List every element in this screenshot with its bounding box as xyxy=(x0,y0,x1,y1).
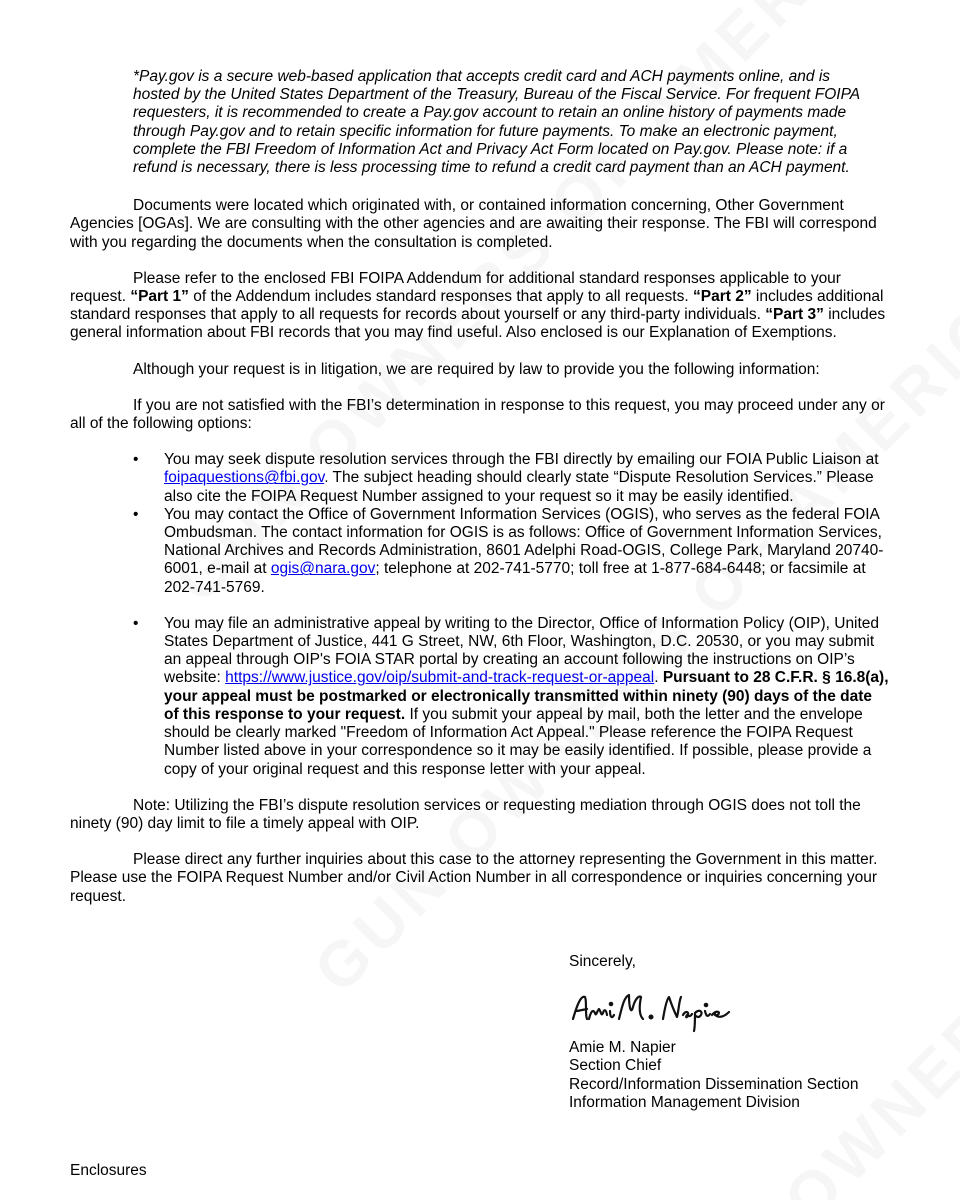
oip-website-link[interactable]: https://www.justice.gov/oip/submit-and-track-request-or-appeal xyxy=(225,669,655,687)
paygov-note: *Pay.gov is a secure web-based application that accepts credit card and ACH payments online, and is hosted by the United States Department of the Treasury, Bureau of the Fiscal Service. For frequent FOIPA requesters, it is recommended to create a Pay.gov account to retain an online history of payments made through Pay.gov and to retain specific information for future payments. To make an electronic payment, complete the FBI Freedom of Information Act and Privacy Act Form located on Pay.gov. Please note: if a refund is necessary, there is less processing time to refund a credit card payment than an ACH payment. xyxy=(133,68,860,177)
options-intro-paragraph: If you are not satisfied with the FBI’s determination in response to this request, you may proceed under any or all of the following options: xyxy=(70,396,885,433)
signer-title: Section Chief xyxy=(569,1057,662,1075)
addendum-paragraph xyxy=(70,270,890,343)
list-item xyxy=(70,506,890,597)
salutation: Sincerely, xyxy=(569,953,636,970)
addendum-text: of the Addendum includes standard responses that apply to all requests. xyxy=(188,288,693,306)
part2-label: “Part 2” xyxy=(692,288,752,306)
addendum-text: includes additional standard responses that apply to all requests for records about yourself or any third-party individuals. xyxy=(70,288,884,324)
option1-text: . The subject heading should clearly state “Dispute Resolution Services.” Please also cite the FOIPA Request Number assigned to your request so it may be easily identified. xyxy=(164,469,874,505)
enclosures-label: Enclosures xyxy=(70,1162,147,1179)
signer-name: Amie M. Napier xyxy=(569,1039,676,1057)
option2-text: ; telephone at 202-741-5770; toll free at 1-877-684-6448; or facsimile at 202-741-5769. xyxy=(164,560,866,596)
list-item xyxy=(70,451,890,506)
signer-division: Information Management Division xyxy=(569,1093,800,1111)
addendum-text: includes general information about FBI records that you may find useful. Also enclosed is our Explanation of Exemptions. xyxy=(70,306,886,342)
option1-text: You may seek dispute resolution services through the FBI directly by emailing our FOIA Public Liaison at xyxy=(164,451,879,469)
signature xyxy=(569,985,769,1033)
addendum-text: Please refer to the enclosed FBI FOIPA Addendum for additional standard responses applicable to your request. xyxy=(70,269,841,306)
bullet-icon: • xyxy=(133,614,139,632)
bullet-icon: • xyxy=(133,505,139,523)
ogis-email-link[interactable]: ogis@nara.gov xyxy=(270,560,376,578)
note-paragraph: Note: Utilizing the FBI’s dispute resolution services or requesting mediation through OGIS does not toll the ninety (90) day limit to file a timely appeal with OIP. xyxy=(70,796,861,832)
letter-body xyxy=(70,68,890,906)
options-list xyxy=(70,451,890,778)
closing-block xyxy=(569,953,899,1112)
part3-label: “Part 3” xyxy=(765,306,824,324)
option3-text: . xyxy=(654,669,663,687)
oga-paragraph: Documents were located which originated with, or contained information concerning, Other Government Agencies [OGAs]. We are consulting with the other agencies and are awaiting their response. The FBI will correspond with you regarding the documents when the consultation is completed. xyxy=(70,197,877,251)
signer-section: Record/Information Dissemination Section xyxy=(569,1075,859,1093)
list-item xyxy=(70,615,890,779)
option2-text: You may contact the Office of Government Information Services (OGIS), who serves as the federal FOIA Ombudsman. The contact information for OGIS is as follows: Office of Government Information Services, National Archives and Records Administration, 8601 Adelphi Road-OGIS, College Park, Maryland 20740-6001, e-mail at xyxy=(164,505,884,578)
fbi-email-link[interactable]: foipaquestions@fbi.gov xyxy=(164,469,325,487)
appeal-deadline-text: Pursuant to 28 C.F.R. § 16.8(a), your appeal must be postmarked or electronically transmitted within ninety (90) days of the date of this response to your request. xyxy=(164,669,889,723)
inquiries-paragraph: Please direct any further inquiries about this case to the attorney representing the Government in this matter. Please use the FOIPA Request Number and/or Civil Action Number in all correspondence or inquiries concerning your request. xyxy=(70,851,878,905)
part1-label: “Part 1” xyxy=(130,288,189,306)
bullet-icon: • xyxy=(133,451,139,469)
option3-text: You may file an administrative appeal by writing to the Director, Office of Information Policy (OIP), United States Department of Justice, 441 G Street, NW, 6th Floor, Washington, D.C. 20530, or you may submit an appeal through OIP's FOIA STAR portal by creating an account following the instructions on OIP’s website: xyxy=(164,614,880,687)
litigation-paragraph: Although your request is in litigation, we are required by law to provide you the following information: xyxy=(133,360,820,378)
option3-text: If you submit your appeal by mail, both the letter and the envelope should be clearly marked "Freedom of Information Act Appeal." Please reference the FOIPA Request Number listed above in your correspondence so it may be easily identified. If possible, please provide a copy of your original request and this response letter with your appeal. xyxy=(164,705,872,778)
